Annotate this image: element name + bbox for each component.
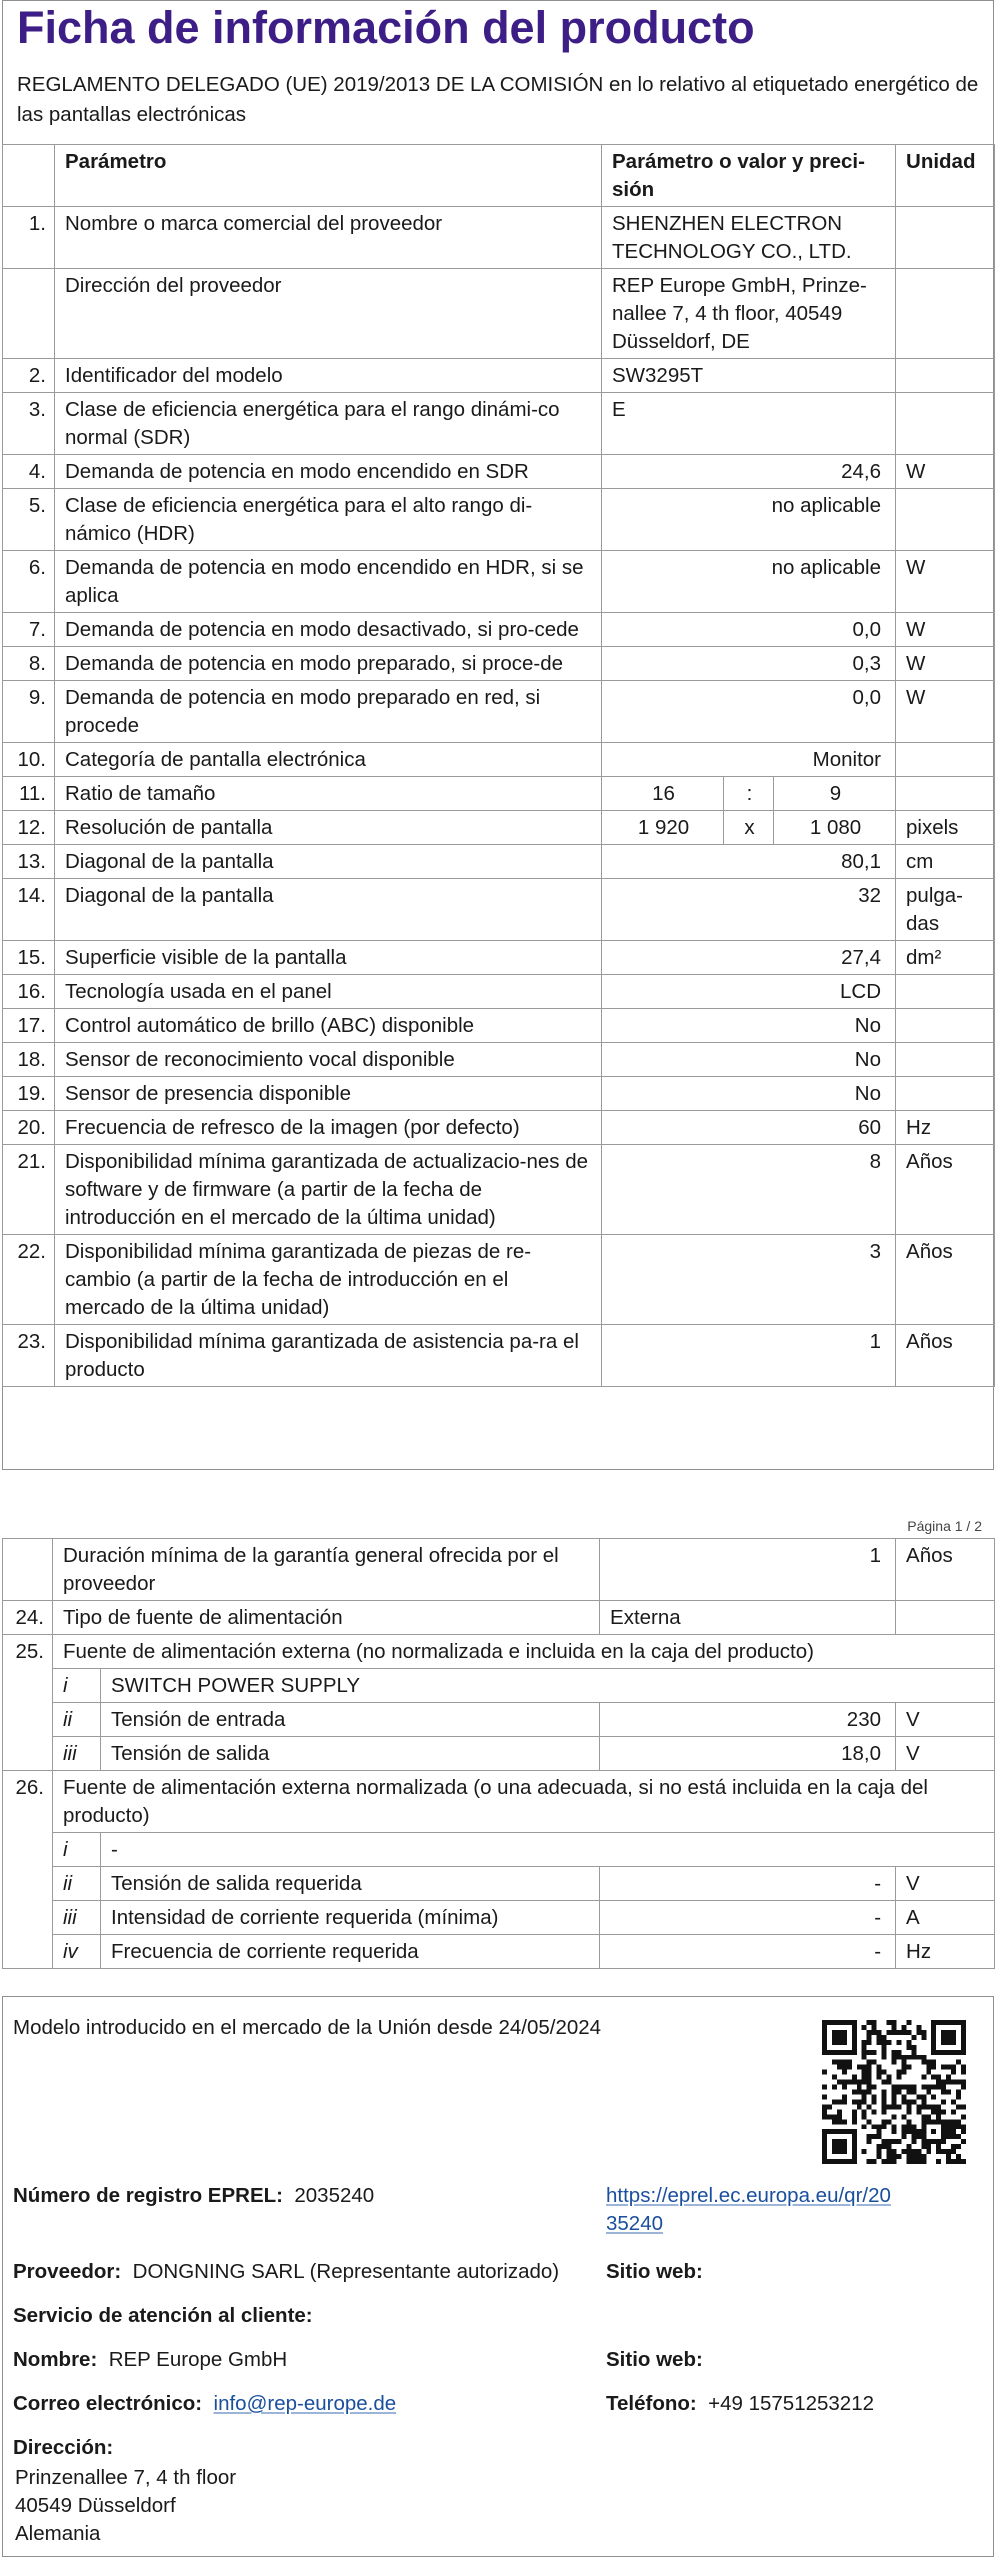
page-title: Ficha de información del producto — [17, 2, 755, 53]
row-parameter: Frecuencia de refresco de la imagen (por defecto) — [55, 1111, 602, 1145]
sub-unit: Hz — [896, 1935, 995, 1969]
row-number: 22. — [3, 1235, 55, 1325]
table-row — [3, 975, 995, 1009]
row-unit: W — [896, 613, 995, 647]
row-value: No — [602, 1077, 896, 1111]
row-number: 12. — [3, 811, 55, 845]
row-number: 5. — [3, 489, 55, 551]
row-parameter: Dirección del proveedor — [55, 269, 602, 359]
table-row — [3, 551, 995, 613]
service-name-line — [13, 2346, 287, 2374]
row-unit: W — [896, 551, 995, 613]
provider-line — [13, 2258, 559, 2286]
row-parameter: Diagonal de la pantalla — [55, 845, 602, 879]
row-value: no aplicable — [602, 489, 896, 551]
email-link[interactable]: info@rep-europe.de — [213, 2392, 397, 2415]
row-value: 32 — [602, 879, 896, 941]
row-number: 10. — [3, 743, 55, 777]
row-value: 0,0 — [602, 681, 896, 743]
header-number-cell — [3, 145, 55, 207]
sub-roman: iv — [53, 1935, 101, 1969]
row-unit: pulga-das — [896, 879, 995, 941]
row-value: 24,6 — [602, 455, 896, 489]
sub-unit: V — [896, 1703, 995, 1737]
table-row — [3, 879, 995, 941]
sub-row — [3, 1901, 995, 1935]
row-parameter: Demanda de potencia en modo desactivado, si pro-cede — [55, 613, 602, 647]
sub-value: - — [600, 1867, 896, 1901]
row-unit — [896, 359, 995, 393]
row-number: 21. — [3, 1145, 55, 1235]
warranty-value: 1 — [600, 1539, 896, 1601]
row-value: 0,0 — [602, 613, 896, 647]
row-unit: W — [896, 455, 995, 489]
row-number: 14. — [3, 879, 55, 941]
row-number: 8. — [3, 647, 55, 681]
sub-roman: iii — [53, 1737, 101, 1771]
row-number: 3. — [3, 393, 55, 455]
email-line — [13, 2390, 396, 2418]
sub-value: 18,0 — [600, 1737, 896, 1771]
row-number: 13. — [3, 845, 55, 879]
table-row — [3, 359, 995, 393]
row-number: 26. — [3, 1771, 53, 1969]
header-parameter: Parámetro — [55, 145, 602, 207]
row-value-a: 16 — [602, 777, 724, 811]
sub-unit: V — [896, 1737, 995, 1771]
service-website-label: Sitio web: — [606, 2348, 703, 2371]
table-row — [3, 455, 995, 489]
row-unit: W — [896, 647, 995, 681]
row-parameter: Tipo de fuente de alimentación — [53, 1601, 600, 1635]
row-value: E — [602, 393, 896, 455]
sub-roman: i — [53, 1669, 101, 1703]
row-value: 0,3 — [602, 647, 896, 681]
row-number: 16. — [3, 975, 55, 1009]
row-unit — [896, 743, 995, 777]
row-value: 60 — [602, 1111, 896, 1145]
row-unit — [896, 207, 995, 269]
row-parameter: Ratio de tamaño — [55, 777, 602, 811]
provider-label: Proveedor: — [13, 2260, 122, 2283]
table-row — [3, 489, 995, 551]
table-row — [3, 393, 995, 455]
row-number: 24. — [3, 1601, 53, 1635]
row-unit: cm — [896, 845, 995, 879]
row-number: 6. — [3, 551, 55, 613]
row-unit: W — [896, 681, 995, 743]
table-row — [3, 811, 995, 845]
provider-name: DONGNING SARL (Representante autorizado) — [132, 2260, 560, 2283]
sub-row — [3, 1703, 995, 1737]
row-number: 7. — [3, 613, 55, 647]
row-unit: Años — [896, 1235, 995, 1325]
table-row — [3, 207, 995, 269]
row-parameter: Nombre o marca comercial del proveedor — [55, 207, 602, 269]
row-number: 25. — [3, 1635, 53, 1771]
sub-value: - — [600, 1935, 896, 1969]
row-number: 4. — [3, 455, 55, 489]
sub-unit: V — [896, 1867, 995, 1901]
sub-unit: A — [896, 1901, 995, 1935]
row-parameter: Sensor de reconocimiento vocal disponible — [55, 1043, 602, 1077]
row-number: 20. — [3, 1111, 55, 1145]
row-parameter: Demanda de potencia en modo preparado, si proce-de — [55, 647, 602, 681]
row-value: 1 — [602, 1325, 896, 1387]
row-unit — [896, 1043, 995, 1077]
header-unit: Unidad — [896, 145, 995, 207]
page-number: Página 1 / 2 — [907, 1518, 982, 1534]
row-number: 15. — [3, 941, 55, 975]
table-row — [3, 1235, 995, 1325]
row-parameter: Resolución de pantalla — [55, 811, 602, 845]
table-row — [3, 1325, 995, 1387]
row-value: LCD — [602, 975, 896, 1009]
table-row — [3, 941, 995, 975]
row-value-separator: x — [724, 811, 774, 845]
table-row — [3, 647, 995, 681]
table-row — [3, 1009, 995, 1043]
table-row — [3, 743, 995, 777]
row-value-separator: : — [724, 777, 774, 811]
service-name: REP Europe GmbH — [108, 2348, 288, 2371]
warranty-unit: Años — [896, 1539, 995, 1601]
sub-roman: i — [53, 1833, 101, 1867]
row-parameter: Diagonal de la pantalla — [55, 879, 602, 941]
table-row — [3, 1145, 995, 1235]
row-value: No — [602, 1043, 896, 1077]
row-number: 9. — [3, 681, 55, 743]
sub-parameter: Tensión de entrada — [101, 1703, 600, 1737]
table-row — [3, 1043, 995, 1077]
row-value: 27,4 — [602, 941, 896, 975]
row-parameter: Demanda de potencia en modo encendido en HDR, si se aplica — [55, 551, 602, 613]
row-parameter: Demanda de potencia en modo preparado en red, si procede — [55, 681, 602, 743]
row-unit: dm² — [896, 941, 995, 975]
row-parameter: Clase de eficiencia energética para el alto rango di-námico (HDR) — [55, 489, 602, 551]
row-number: 17. — [3, 1009, 55, 1043]
eprel-link-block — [606, 2182, 891, 2238]
table-row — [3, 845, 995, 879]
row-value: Externa — [600, 1601, 896, 1635]
sub-parameter: Tensión de salida — [101, 1737, 600, 1771]
row-parameter: Categoría de pantalla electrónica — [55, 743, 602, 777]
row-unit — [896, 975, 995, 1009]
sub-roman: ii — [53, 1703, 101, 1737]
eprel-number: 2035240 — [294, 2184, 375, 2207]
row-number: 18. — [3, 1043, 55, 1077]
address-line: 40549 Düsseldorf — [15, 2494, 176, 2517]
eprel-label: Número de registro EPREL: — [13, 2184, 283, 2207]
row-unit — [896, 777, 995, 811]
sub-parameter: - — [101, 1833, 995, 1867]
row-value: 80,1 — [602, 845, 896, 879]
row-value-b: 1 080 — [774, 811, 896, 845]
sub-roman: iii — [53, 1901, 101, 1935]
table-row — [3, 1635, 995, 1669]
row-unit — [896, 489, 995, 551]
row-value: REP Europe GmbH, Prinze-nallee 7, 4 th floor, 40549 Düsseldorf, DE — [602, 269, 896, 359]
row-unit: pixels — [896, 811, 995, 845]
row-number: 1. — [3, 207, 55, 269]
row-value: 8 — [602, 1145, 896, 1235]
row-unit: Años — [896, 1145, 995, 1235]
table-header-row — [3, 145, 995, 207]
sub-row — [3, 1935, 995, 1969]
sub-parameter: Frecuencia de corriente requerida — [101, 1935, 600, 1969]
sub-value: - — [600, 1901, 896, 1935]
row-number: 19. — [3, 1077, 55, 1111]
row-value: SW3295T — [602, 359, 896, 393]
row-value: No — [602, 1009, 896, 1043]
table-row — [3, 1077, 995, 1111]
row-number: 2. — [3, 359, 55, 393]
service-name-label: Nombre: — [13, 2348, 98, 2371]
row-parameter: Disponibilidad mínima garantizada de asistencia pa-ra el producto — [55, 1325, 602, 1387]
row-number — [3, 269, 55, 359]
sub-parameter: Tensión de salida requerida — [101, 1867, 600, 1901]
row-number: 11. — [3, 777, 55, 811]
row-unit: Hz — [896, 1111, 995, 1145]
table-row — [3, 777, 995, 811]
table-row — [3, 1601, 995, 1635]
row-parameter: Disponibilidad mínima garantizada de piezas de re-cambio (a partir de la fecha de introducción en el mercado de la última unidad) — [55, 1235, 602, 1325]
row-parameter: Superficie visible de la pantalla — [55, 941, 602, 975]
row-parameter: Demanda de potencia en modo encendido en SDR — [55, 455, 602, 489]
row-parameter: Disponibilidad mínima garantizada de actualizacio-nes de software y de firmware (a partir de la fecha de introducción en el mercado de la última unidad) — [55, 1145, 602, 1235]
product-info-table — [2, 144, 995, 1387]
row-unit — [896, 393, 995, 455]
sub-row — [3, 1669, 995, 1703]
market-introduction-date: Modelo introducido en el mercado de la Unión desde 24/05/2024 — [13, 2016, 602, 2039]
address-line: Prinzenallee 7, 4 th floor — [15, 2466, 237, 2489]
row-parameter: Control automático de brillo (ABC) disponible — [55, 1009, 602, 1043]
row-value: 3 — [602, 1235, 896, 1325]
sub-row — [3, 1737, 995, 1771]
row-parameter: Tecnología usada en el panel — [55, 975, 602, 1009]
eprel-qr-code[interactable] — [822, 2020, 966, 2164]
eprel-link[interactable]: https://eprel.ec.europa.eu/qr/20 35240 — [606, 2184, 891, 2235]
row-unit — [896, 1009, 995, 1043]
row-value: no aplicable — [602, 551, 896, 613]
row-value: Monitor — [602, 743, 896, 777]
sub-roman: ii — [53, 1867, 101, 1901]
row-unit — [896, 269, 995, 359]
table-row — [3, 269, 995, 359]
row-value-a: 1 920 — [602, 811, 724, 845]
row-parameter: Fuente de alimentación externa normalizada (o una adecuada, si no está incluida en la caja del producto) — [53, 1771, 995, 1833]
header-value: Parámetro o valor y preci-sión — [602, 145, 896, 207]
provider-website-label: Sitio web: — [606, 2260, 703, 2283]
row-unit — [896, 1077, 995, 1111]
row-parameter: Fuente de alimentación externa (no normalizada e incluida en la caja del producto) — [53, 1635, 995, 1669]
table-row — [3, 681, 995, 743]
eprel-registration — [13, 2182, 374, 2210]
row-unit: Años — [896, 1325, 995, 1387]
power-supply-table — [2, 1538, 995, 1969]
row-parameter: Identificador del modelo — [55, 359, 602, 393]
row-number: 23. — [3, 1325, 55, 1387]
address-label: Dirección: — [13, 2436, 114, 2459]
table-row — [3, 1111, 995, 1145]
sub-parameter: SWITCH POWER SUPPLY — [101, 1669, 995, 1703]
sub-row — [3, 1833, 995, 1867]
sub-parameter: Intensidad de corriente requerida (mínima) — [101, 1901, 600, 1935]
row-parameter: Sensor de presencia disponible — [55, 1077, 602, 1111]
regulation-subtitle: REGLAMENTO DELEGADO (UE) 2019/2013 DE LA COMISIÓN en lo relativo al etiquetado energético de las pantallas electrónicas — [17, 73, 979, 126]
row-value: SHENZHEN ELECTRON TECHNOLOGY CO., LTD. — [602, 207, 896, 269]
sub-row — [3, 1867, 995, 1901]
table-row — [3, 613, 995, 647]
row-parameter: Clase de eficiencia energética para el rango dinámi-co normal (SDR) — [55, 393, 602, 455]
row-value-b: 9 — [774, 777, 896, 811]
phone-label: Teléfono: — [606, 2392, 697, 2415]
phone-line — [606, 2390, 874, 2418]
address-line: Alemania — [15, 2522, 101, 2545]
customer-service-heading: Servicio de atención al cliente: — [13, 2304, 313, 2327]
sub-value: 230 — [600, 1703, 896, 1737]
table-row — [3, 1771, 995, 1833]
phone-number: +49 15751253212 — [708, 2392, 875, 2415]
warranty-label: Duración mínima de la garantía general ofrecida por el proveedor — [53, 1539, 600, 1601]
email-label: Correo electrónico: — [13, 2392, 203, 2415]
table-row — [3, 1539, 995, 1601]
